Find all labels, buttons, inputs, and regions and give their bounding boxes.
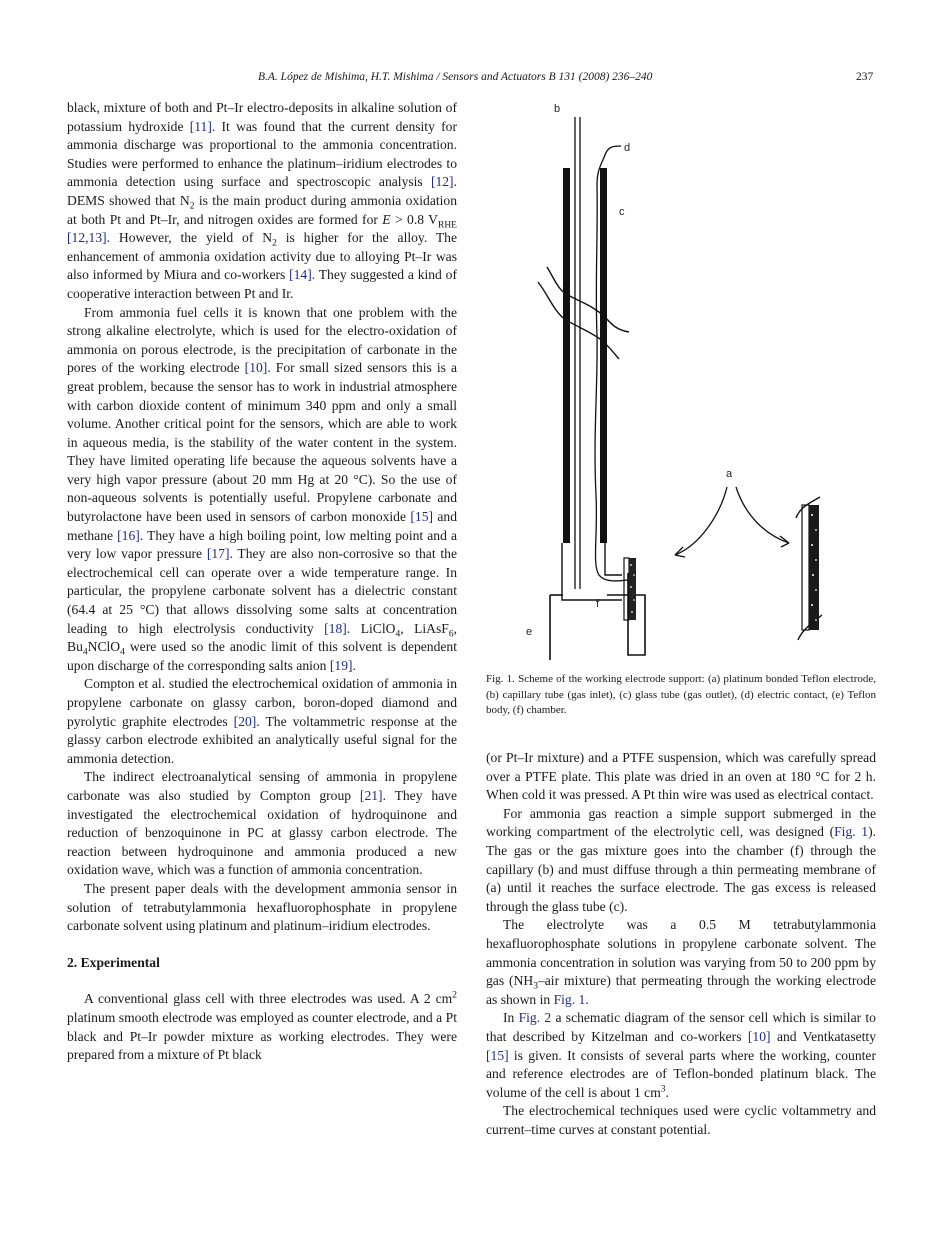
label-c: c [619, 206, 625, 218]
citation-link[interactable]: [19] [329, 657, 353, 673]
text: . They suggested a kind of cooperative interaction between Pt and Ir. [67, 267, 457, 301]
text: . They are also non-corrosive so that the electrochemical cell can operate over a wide temperature range. In particular, the propylene carbonate solvent has a dielectric constant (64.4 at 25 °C) that allows dissolving some salts at concentration leading to high electrolysis conductivity [67, 546, 457, 636]
text: –air mixture) that permeating through the working electrode as shown in [486, 973, 876, 1007]
label-f: f [596, 598, 600, 610]
text: ). The gas or the gas mixture goes into the chamber (f) through the capillary (b) and must diffuse through a thin permeating membrane of (a) until it reaches the surface electrode. The gas excess is released through the glass tube (c). [486, 824, 877, 914]
math-variable: E [382, 211, 391, 227]
text: and methane [67, 509, 458, 543]
citation-link[interactable]: [11] [189, 118, 212, 134]
subscript: 6 [448, 629, 454, 640]
paragraph [67, 99, 457, 304]
citation-link[interactable]: [10] [244, 360, 268, 376]
text: (or Pt–Ir mixture) and a PTFE suspension, which was carefully spread over a PTFE plate. This plate was dried in an oven at 180 °C for 2 h. When cold it was pressed. A Pt thin wire was used as electrical contact. [486, 750, 876, 803]
clamp-outline [547, 267, 629, 332]
page-number: 237 [856, 71, 874, 83]
text: . The voltammetric response at the glassy carbon electrode exhibited an analytically useful signal for the ammonia detection. [67, 713, 457, 766]
chamber-outline [605, 543, 622, 575]
text: . However, the yield of N [106, 230, 273, 246]
running-title: B.A. López de Mishima, H.T. Mishima / Sensors and Actuators B 131 (2008) 236–240 [258, 71, 653, 83]
electrode-detail-frame [802, 505, 809, 630]
subscript: 3 [533, 981, 538, 992]
text: The electrolyte was a 0.5 M tetrabutylammonia hexafluorophosphate solutions in propylene carbonate solvent. The ammonia concentration in solution was varying from 50 to 200 ppm by gas (NH [486, 917, 876, 989]
text: > 0.8 V [390, 211, 438, 227]
electrode-detail-membrane [809, 505, 819, 630]
text: . [585, 991, 589, 1007]
citation-link[interactable]: [17] [206, 546, 230, 562]
text: From ammonia fuel cells it is known that one problem with the strong alkaline electrolyte, which is used for the electro-oxidation of ammonia on porous electrode, is the precipitation of carbonate in the pores of the working electrode [67, 304, 457, 376]
text: is higher for the alloy. The enhancement of ammonia oxidation activity due to alloying Pt–Ir was also informed by Miura and co-workers [67, 230, 458, 283]
label-e: e [526, 626, 533, 638]
teflon-body-outline [607, 573, 645, 655]
paragraph [67, 304, 457, 676]
text: . DEMS showed that N [67, 174, 457, 208]
citation-link[interactable]: [10] [747, 1028, 771, 1044]
label-b: b [554, 103, 561, 115]
glass-tube-wall [563, 168, 570, 543]
paragraph [486, 805, 876, 917]
text: platinum smooth electrode was employed as counter electrode, and a Pt black and Pt–Ir powder mixture as working electrodes. They were prepared from a mixture of Pt black [67, 1009, 457, 1063]
figure-link[interactable]: Fig. 2 [518, 1010, 552, 1026]
citation-link[interactable]: [16] [117, 527, 140, 543]
text: . LiClO [346, 620, 396, 636]
figure-caption: Fig. 1. Scheme of the working electrode support: (a) platinum bonded Teflon electrode, (b) capillary tube (gas inlet), (c) glass tube (gas outlet), (d) electric contact, (e) Teflon body, (f) chamber. [486, 673, 876, 716]
text: is given. It consists of several parts where the working, counter and reference electrodes are of Teflon-bonded platinum black. The volume of the cell is about 1 cm [486, 1047, 876, 1100]
text: For ammonia gas reaction a simple support submerged in the working compartment of the electrolytic cell, was designed ( [486, 805, 876, 840]
citation-link[interactable]: [12] [430, 174, 454, 190]
text: , LiAsF [400, 620, 449, 636]
paragraph [486, 1102, 876, 1139]
paragraph [67, 990, 457, 1064]
citation-link[interactable]: [15] [410, 509, 434, 525]
paragraph [486, 1009, 876, 1102]
pointer-arrow-line [675, 487, 727, 555]
subscript: 4 [120, 647, 125, 658]
text: The electrochemical techniques used were cyclic voltammetry and current–time curves at constant potential. [486, 1103, 876, 1137]
chamber-outline [562, 543, 622, 600]
label-a: a [726, 468, 733, 480]
text: were used so the anodic limit of this solvent is dependent upon discharge of the corresponding salts anion [67, 639, 457, 673]
running-header [0, 71, 925, 87]
text: black, mixture of both and Pt–Ir electro-deposits in alkaline solution of potassium hydroxide [67, 100, 457, 134]
text: . They have investigated the electrochemical oxidation of hydroquinone and reduction of benzoquinone in PC at glassy carbon electrode. The reaction between hydroquinone and ammonia produced a new oxidation wave, which was a function of ammonia concentration. [67, 787, 457, 878]
figure-link[interactable]: Fig. 1 [553, 991, 586, 1007]
paragraph [67, 675, 457, 768]
paragraph [486, 749, 876, 805]
right-column [486, 749, 876, 1139]
text: is the main product during ammonia oxidation at both Pt and Pt–Ir, and nitrogen oxides are formed for [67, 192, 457, 227]
label-d: d [624, 142, 631, 154]
mounted-electrode-membrane [629, 558, 636, 620]
text: A conventional glass cell with three electrodes was used. A 2 cm [84, 991, 453, 1007]
superscript: 2 [452, 990, 457, 1001]
text: . They have a high boiling point, low melting point and a very low vapor pressure [67, 527, 457, 562]
text: In [503, 1010, 519, 1026]
membrane-texture [630, 514, 817, 621]
text: , Bu [67, 620, 458, 655]
subscript: 4 [395, 629, 401, 640]
subscript: 2 [189, 201, 195, 212]
pointer-arrow-line [736, 487, 789, 543]
citation-link[interactable]: [20] [233, 713, 257, 729]
left-column [67, 99, 457, 1065]
text: . [665, 1084, 669, 1100]
text: NClO [87, 639, 121, 655]
figure-link[interactable]: Fig. 1 [834, 824, 869, 840]
subscript: 2 [272, 238, 277, 249]
text: Compton et al. studied the electrochemical oxidation of ammonia in propylene carbonate on glassy carbon, boron-doped diamond and pyrolytic graphite electrodes [67, 676, 457, 729]
citation-link[interactable]: [15] [486, 1047, 509, 1063]
text: and Ventkatasetty [770, 1028, 876, 1044]
text: The indirect electroanalytical sensing of ammonia in propylene carbonate was also studied by Compton group [67, 769, 457, 803]
paragraph [67, 768, 457, 880]
subscript: 4 [82, 647, 88, 658]
superscript: 3 [660, 1084, 666, 1095]
text: . It was found that the current density for ammonia discharge was proportional to the ammonia concentration. Studies were performed to enhance the platinum–iridium electrodes to ammonia detection using surface and spectroscopic analysis [67, 118, 457, 190]
figure-1 [500, 95, 890, 660]
glass-tube-wall [600, 168, 607, 543]
paragraph [486, 916, 876, 1009]
citation-link[interactable]: [14] [289, 267, 312, 283]
text: The present paper deals with the development ammonia sensor in solution of tetrabutylammonia hexafluorophosphate in propylene carbonate solvent using platinum and platinum–iridium electrodes. [67, 880, 457, 934]
section-heading: 2. Experimental [67, 954, 160, 970]
citation-link[interactable]: [21] [359, 787, 383, 803]
subscript: RHE [437, 220, 457, 231]
paragraph [67, 880, 457, 936]
text: . [352, 657, 356, 673]
citation-link[interactable]: [18] [324, 620, 347, 636]
citation-link[interactable]: [12,13] [67, 230, 107, 246]
text: . For small sized sensors this is a great problem, because the sensor has to work in industrial atmosphere with carbon dioxide content of minimum 340 ppm and only a small volume. Another critical point for the sensors, which are able to work in aqueous media, is the stability of the water content in the system. They have limited operating life because the aqueous solvents have a very high vapor pressure (about 20 mm Hg at 20 °C). So the use of non-aqueous solvents is potentially useful. Propylene carbonate and butyrolactone have been used in sensors of carbon monoxide [67, 360, 457, 525]
text: a schematic diagram of the sensor cell which is similar to that described by Kitzelman and co-workers [486, 1010, 876, 1044]
electrode-support-diagram [500, 95, 890, 660]
